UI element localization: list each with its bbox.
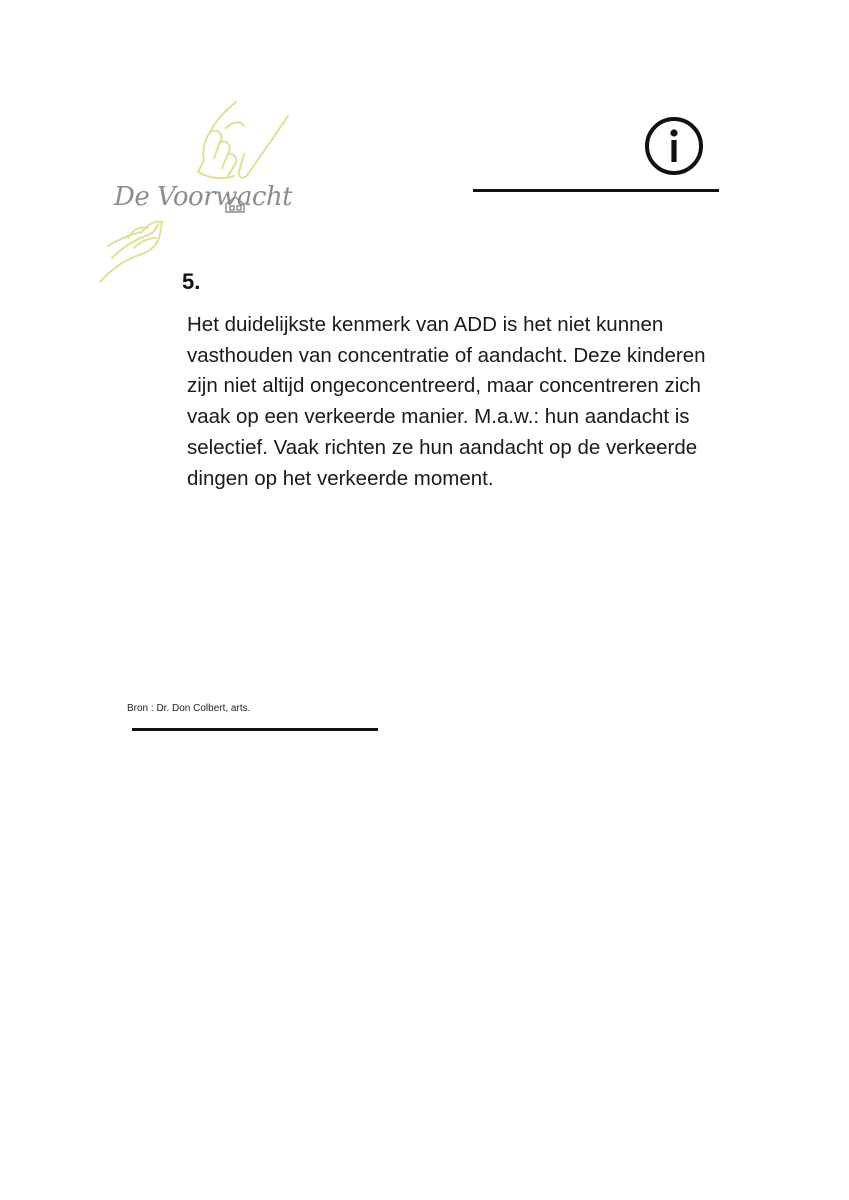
item-number: 5. — [182, 269, 201, 294]
logo-text: De Voorwacht — [114, 182, 293, 212]
footer-divider — [132, 728, 378, 731]
logo — [98, 98, 298, 288]
source-citation: Bron : Dr. Don Colbert, arts. — [127, 703, 251, 714]
header-divider — [473, 189, 719, 192]
body-paragraph: Het duidelijkste kenmerk van ADD is het niet kunnen vasthouden van concentratie of aandacht. Deze kinderen zijn niet altijd ongeconcentreerd, maar concentreren zich vaak op een verkeerde manier. M.a.w.: hun aandacht is selectief. Vaak richten ze hun aandacht op de verkeerde dingen op het verkeerde moment. — [187, 313, 706, 490]
info-icon — [644, 116, 704, 176]
